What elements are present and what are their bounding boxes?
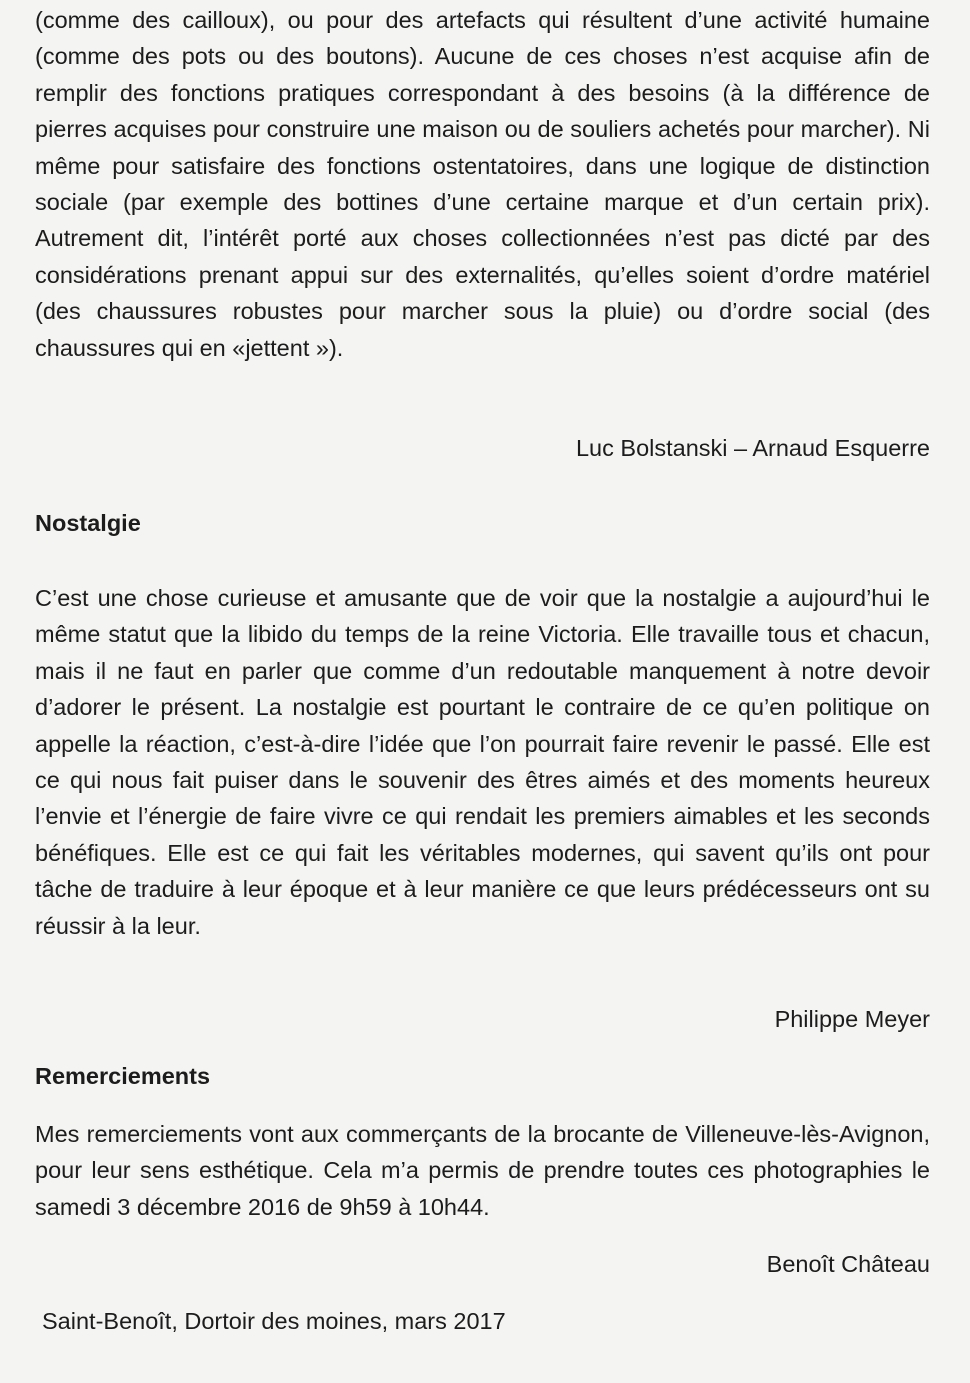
heading-nostalgie: Nostalgie <box>35 510 141 536</box>
signature-benoit-chateau: Benoît Château <box>766 1251 930 1277</box>
place-date-line: Saint-Benoît, Dortoir des moines, mars 2017 <box>42 1308 506 1334</box>
signature-bolstanski-esquerre: Luc Bolstanski – Arnaud Esquerre <box>575 435 930 461</box>
remerciements-paragraph: Mes remerciements vont aux commerçants de la brocante de Villeneuve-lès-Avignon, pour leur sens esthétique. Cela m’a permis de prendre toutes ces photographies le samedi 3 décembre 2016 de 9h59 à 10h44. <box>35 1121 930 1220</box>
collection-paragraph: (comme des cailloux), ou pour des artefacts qui résultent d’une activité humaine (comme des pots ou des boutons). Aucune de ces choses n’est acquise afin de remplir des fonctions pratiques correspondant à des besoins (à la différence de pierres acquises pour construire une maison ou de souliers achetés pour marcher). Ni même pour satisfaire des fonctions ostentatoires, dans une logique de distinction sociale (par exemple des bottines d’une certaine marque et d’un certain prix). Autrement dit, l’intérêt porté aux choses collectionnées n’est pas dicté par des considérations prenant appui sur des externalités, qu’elles soient d’ordre matériel (des chaussures robustes pour marcher sous la pluie) ou d’ordre social (des chaussures qui en «jettent »). <box>35 7 930 361</box>
heading-remerciements: Remerciements <box>35 1063 211 1089</box>
nostalgie-paragraph: C’est une chose curieuse et amusante que de voir que la nostalgie a aujourd’hui le même statut que la libido du temps de la reine Victoria. Elle travaille tous et chacun, mais il ne faut en parler que comme d’un redoutable manquement à notre devoir d’adorer le présent. La nostalgie est pourtant le contraire de ce qu’en politique on appelle la réaction, c’est-à-dire l’idée que l’on pourrait faire revenir le passé. Elle est ce qui nous fait puiser dans le souvenir des êtres aimés et des moments heureux l’envie et l’énergie de faire vivre ce qui rendait les premiers aimables et les seconds bénéfiques. Elle est ce qui fait les véritables modernes, qui savent qu’ils ont pour tâche de traduire à leur époque et à leur manière ce que leurs prédécesseurs ont su réussir à la leur. <box>35 585 930 939</box>
signature-philippe-meyer: Philippe Meyer <box>774 1006 930 1032</box>
